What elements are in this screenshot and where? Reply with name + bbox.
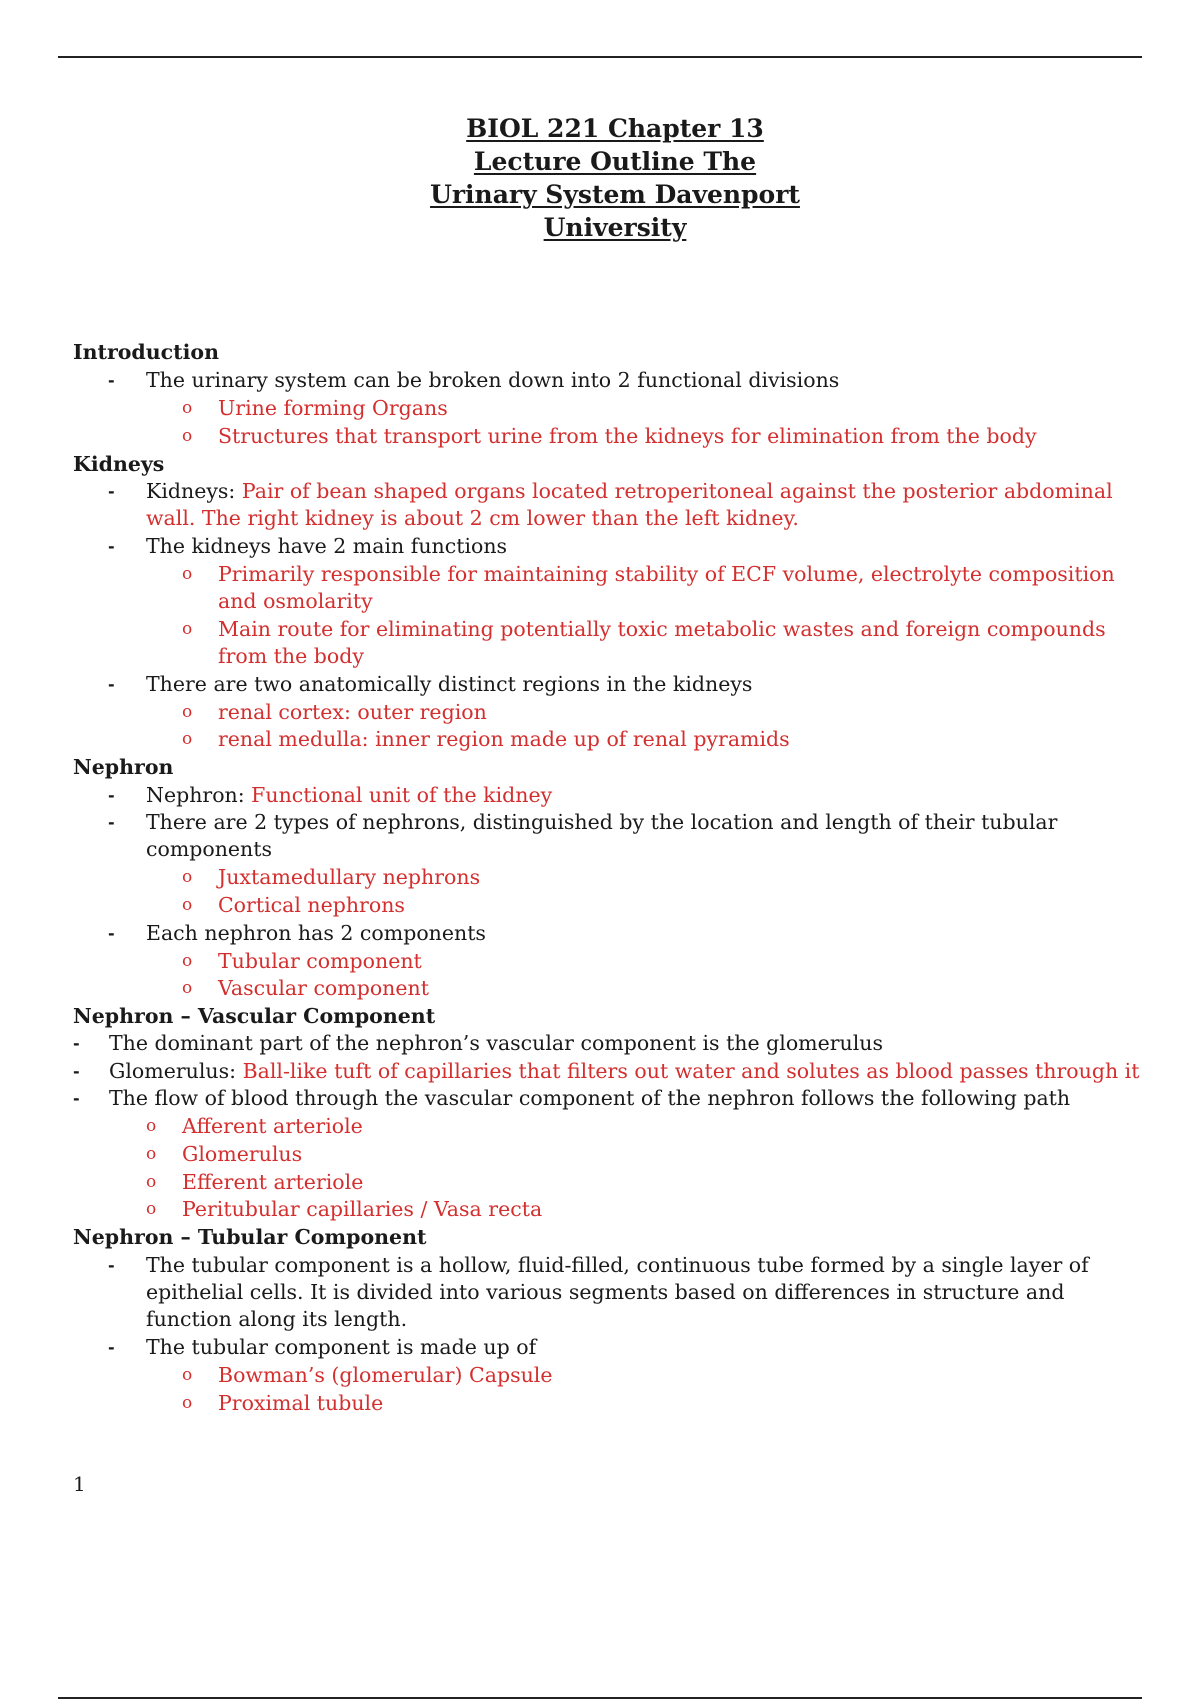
- circle-bullet: o: [146, 1199, 157, 1219]
- page-number: 1: [73, 1472, 86, 1496]
- circle-bullet: o: [182, 950, 193, 971]
- circle-bullet: o: [182, 977, 193, 998]
- circle-bullet: o: [146, 1144, 157, 1164]
- document-title: [0, 112, 1200, 244]
- list-item: o renal medulla: inner region made up of renal pyramids: [182, 727, 790, 751]
- title-line-2: Lecture Outline The: [473, 147, 757, 176]
- list-item: o Efferent arteriole: [146, 1170, 364, 1194]
- heading-tubular-component: Nephron – Tubular Component: [73, 1225, 427, 1249]
- outline-body: [73, 338, 1153, 1417]
- list-item: o Primarily responsible for maintaining stability of ECF volume, electrolyte composition and osmolarity: [182, 562, 1115, 613]
- list-item: o Cortical nephrons: [182, 892, 405, 917]
- circle-bullet: o: [182, 1392, 193, 1413]
- circle-bullet: o: [146, 1172, 157, 1192]
- heading-kidneys: Kidneys: [73, 451, 165, 476]
- dash-bullet: -: [108, 675, 115, 694]
- dash-bullet: -: [108, 923, 115, 943]
- dash-bullet: -: [73, 1089, 80, 1108]
- circle-bullet: o: [182, 729, 193, 749]
- heading-introduction: Introduction: [73, 340, 219, 364]
- circle-bullet: o: [182, 619, 193, 639]
- list-item: - There are 2 types of nephrons, distinguished by the location and length of their tubular components: [108, 809, 1058, 861]
- list-item: o Structures that transport urine from the kidneys for elimination from the body: [182, 423, 1037, 448]
- circle-bullet: o: [182, 894, 193, 915]
- list-item: o Urine forming Organs: [182, 395, 448, 420]
- list-item: o Juxtamedullary nephrons: [182, 864, 481, 889]
- circle-bullet: o: [182, 1364, 193, 1385]
- circle-bullet: o: [182, 702, 193, 722]
- list-item: o Tubular component: [182, 948, 422, 973]
- dash-bullet: -: [108, 1255, 115, 1275]
- dash-bullet: -: [73, 1034, 80, 1053]
- list-item: - The tubular component is made up of: [108, 1334, 537, 1359]
- list-item: - The kidneys have 2 main functions: [108, 534, 508, 558]
- dash-bullet: -: [108, 785, 115, 805]
- list-item: - The dominant part of the nephron’s vascular component is the glomerulus: [73, 1031, 884, 1055]
- dash-bullet: -: [73, 1062, 80, 1081]
- list-item: o Main route for eliminating potentially toxic metabolic wastes and foreign compounds from the body: [182, 617, 1106, 668]
- heading-nephron: Nephron: [73, 755, 174, 779]
- title-line-3: Urinary System Davenport: [430, 180, 800, 209]
- circle-bullet: o: [182, 397, 193, 418]
- top-rule: [58, 56, 1142, 58]
- list-item: - The urinary system can be broken down into 2 functional divisions: [108, 367, 840, 392]
- list-item: o Bowman’s (glomerular) Capsule: [182, 1362, 553, 1387]
- list-item: o Glomerulus: [146, 1142, 303, 1166]
- list-item: o renal cortex: outer region: [182, 700, 487, 724]
- dash-bullet: -: [108, 537, 115, 556]
- list-item: - Each nephron has 2 components: [108, 920, 486, 945]
- bottom-rule: [58, 1697, 1142, 1699]
- list-item: o Afferent arteriole: [146, 1114, 363, 1138]
- dash-bullet: -: [108, 812, 115, 832]
- list-item: - Nephron: Functional unit of the kidney: [108, 782, 553, 807]
- heading-vascular-component: Nephron – Vascular Component: [73, 1003, 436, 1028]
- list-item: - Glomerulus: Ball-like tuft of capillaries that filters out water and solutes as blood passes through it: [73, 1059, 1140, 1083]
- list-item: - The tubular component is a hollow, fluid-filled, continuous tube formed by a single layer of epithelial cells. It is divided into various segments based on differences in structure and function along its length.: [108, 1252, 1089, 1331]
- list-item: o Peritubular capillaries / Vasa recta: [146, 1197, 543, 1221]
- title-line-1: BIOL 221 Chapter 13: [466, 114, 764, 143]
- list-item: - The flow of blood through the vascular component of the nephron follows the following path: [73, 1086, 1071, 1110]
- circle-bullet: o: [182, 564, 193, 584]
- dash-bullet: -: [108, 1337, 115, 1357]
- circle-bullet: o: [182, 866, 193, 887]
- list-item: - Kidneys: Pair of bean shaped organs located retroperitoneal against the posterior abdominal wall. The right kidney is about 2 cm lower than the left kidney.: [108, 479, 1113, 530]
- list-item: o Vascular component: [182, 975, 429, 1000]
- dash-bullet: -: [108, 370, 115, 390]
- circle-bullet: o: [182, 425, 193, 446]
- list-item: o Proximal tubule: [182, 1390, 384, 1415]
- circle-bullet: o: [146, 1116, 157, 1136]
- dash-bullet: -: [108, 482, 115, 501]
- list-item: - There are two anatomically distinct regions in the kidneys: [108, 672, 753, 696]
- title-line-4: University: [543, 213, 687, 242]
